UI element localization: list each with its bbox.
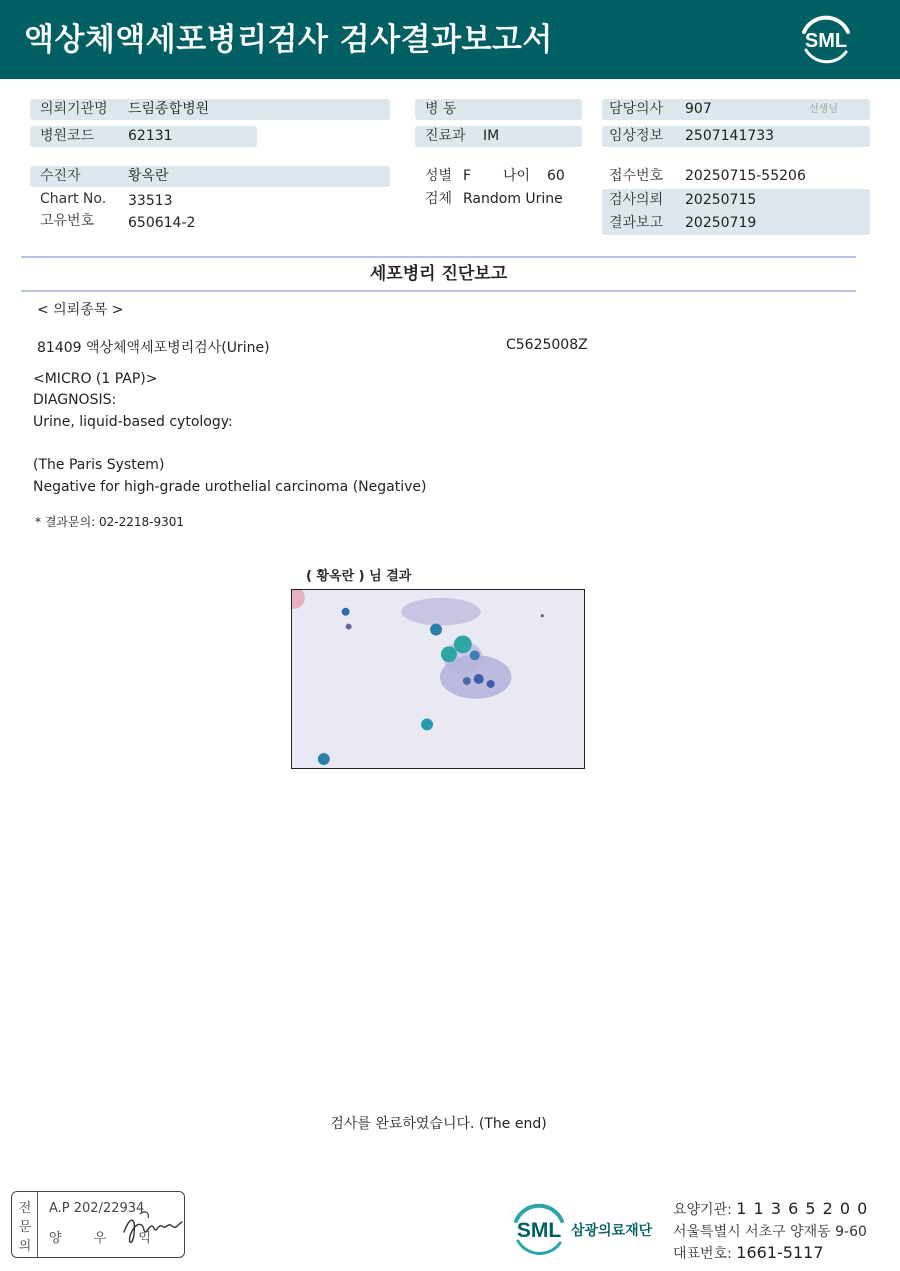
receipt-number-label: 접수번호 <box>609 168 664 184</box>
sex-age-field <box>415 166 595 187</box>
receipt-number-value: 20250715-55206 <box>685 168 806 184</box>
sex-value: F <box>463 168 472 184</box>
unique-number-value: 650614-2 <box>128 215 196 231</box>
doctor-field <box>602 99 870 120</box>
patient-value: 황옥란 <box>128 168 169 184</box>
ward-label: 병 동 <box>425 101 457 117</box>
report-date-label: 결과보고 <box>609 215 664 231</box>
department-value: IM <box>483 128 500 144</box>
specimen-line: Urine, liquid-based cytology: <box>33 414 233 430</box>
age-value: 60 <box>547 168 565 184</box>
test-item: 81409 액상체액세포병리검사(Urine) <box>37 340 270 356</box>
section-top-rule <box>21 256 856 258</box>
contact-line: * 결과문의: 02-2218-9301 <box>35 515 185 529</box>
stamp-side-char: 문 <box>18 1220 32 1235</box>
patient-label: 수진자 <box>40 168 81 184</box>
specialist-stamp <box>11 1191 185 1258</box>
footer-org-name: 삼광의료재단 <box>571 1223 653 1239</box>
specimen-field <box>415 189 595 210</box>
stamp-ap-number: A.P 202/22934 <box>49 1201 145 1216</box>
age-label: 나이 <box>503 168 531 184</box>
stamp-side-column <box>12 1192 38 1257</box>
sml-logo-icon <box>796 12 856 66</box>
stamp-side-char: 의 <box>18 1239 32 1254</box>
request-date-value: 20250715 <box>685 192 757 208</box>
ward-field <box>415 99 582 120</box>
hospital-code-value: 62131 <box>128 128 173 144</box>
request-date-label: 검사의뢰 <box>609 192 664 208</box>
footer-institution-code <box>673 1199 868 1219</box>
institution-code-label: 요양기관: <box>673 1202 732 1218</box>
footer-address: 서울특별시 서초구 양재동 9-60 <box>673 1224 867 1240</box>
dates-field <box>602 189 870 235</box>
signature-icon <box>120 1206 184 1250</box>
specimen-label: 검체 <box>425 191 453 207</box>
doctor-suffix: 선생님 <box>809 104 838 115</box>
clinical-info-value: 2507141733 <box>685 128 775 144</box>
institution-label: 의뢰기관명 <box>40 101 108 117</box>
report-date-value: 20250719 <box>685 215 757 231</box>
phone-label: 대표번호: <box>673 1246 732 1262</box>
system-line: (The Paris System) <box>33 457 165 473</box>
hospital-code-field <box>30 126 257 147</box>
report-title: 액상체액세포병리검사 검사결과보고서 <box>24 22 553 58</box>
department-label: 진료과 <box>425 128 466 144</box>
clinical-info-field <box>602 126 870 147</box>
order-heading: < 의뢰종목 > <box>37 302 124 318</box>
footer-sml-logo-icon <box>508 1199 570 1257</box>
doctor-value: 907 <box>685 101 712 117</box>
doctor-label: 담당의사 <box>609 101 664 117</box>
chart-number-field <box>30 189 260 210</box>
micro-line: <MICRO (1 PAP)> <box>33 371 158 387</box>
image-caption: ( 황옥란 ) 님 결과 <box>306 569 412 584</box>
report-header <box>0 0 900 79</box>
section-bottom-rule <box>21 290 856 292</box>
chart-number-value: 33513 <box>128 193 173 209</box>
chart-number-label: Chart No. <box>40 191 107 207</box>
receipt-number-field <box>602 166 870 187</box>
stamp-doctor-name: 양 우 익 <box>49 1231 165 1246</box>
specimen-value: Random Urine <box>463 191 563 207</box>
test-code: C5625008Z <box>506 337 588 353</box>
section-title: 세포병리 진단보고 <box>369 264 508 284</box>
patient-field <box>30 166 390 187</box>
result-line: Negative for high-grade urothelial carcinoma (Negative) <box>33 479 427 495</box>
diagnosis-line: DIAGNOSIS: <box>33 392 117 408</box>
end-text: 검사를 완료하였습니다. (The end) <box>330 1116 547 1132</box>
unique-number-field <box>30 211 260 232</box>
institution-value: 드림종합병원 <box>128 101 210 117</box>
phone-value: 1661-5117 <box>736 1243 824 1262</box>
sex-label: 성별 <box>425 168 453 184</box>
institution-code-value: 1 1 3 6 5 2 0 0 <box>736 1199 869 1218</box>
footer-phone <box>673 1243 824 1263</box>
hospital-code-label: 병원코드 <box>40 128 95 144</box>
clinical-info-label: 임상정보 <box>609 128 664 144</box>
unique-number-label: 고유번호 <box>40 213 95 229</box>
institution-field <box>30 99 390 120</box>
header-logo-text: SML <box>804 30 848 52</box>
stamp-side-char: 전 <box>18 1201 32 1216</box>
footer-logo-text: SML <box>516 1219 562 1242</box>
cytology-micrograph <box>291 589 585 769</box>
department-field <box>415 126 582 147</box>
